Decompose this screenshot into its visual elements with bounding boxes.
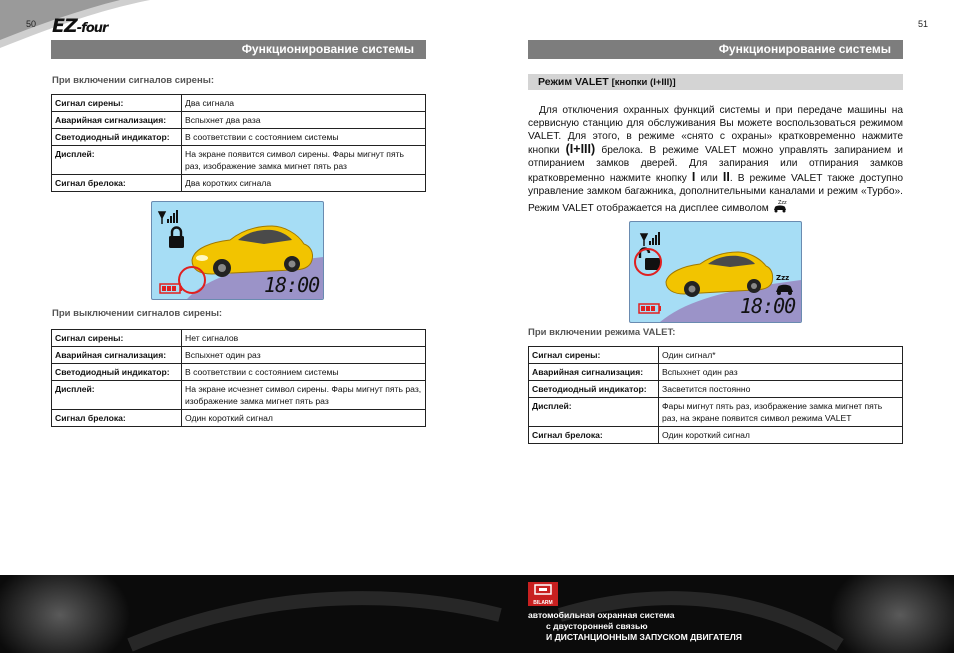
table-row [52,95,426,112]
row-label: Аварийная сигнализация: [52,347,182,364]
row-label: Дисплей: [52,381,182,410]
section-title-left: Функционирование системы [51,40,426,59]
car-icon [192,226,313,277]
car-icon [666,252,773,297]
lcd-clock: 18:00 [740,294,796,318]
table-row [529,347,903,364]
table-row [52,364,426,381]
page-number-left: 50 [26,19,37,29]
section-title-right: Функционирование системы [528,40,903,59]
svg-text:Zzz: Zzz [776,274,790,282]
row-value: Вспыхнет два раза [182,112,426,129]
row-label: Дисплей: [529,398,659,427]
valet-symbol-icon [772,199,788,213]
table-row [52,112,426,129]
table-row [529,364,903,381]
footer-background [0,575,954,653]
highlight-circle [179,267,205,293]
row-value: Засветится постоянно [659,381,903,398]
row-value: На экране появится символ сирены. Фары мигнут пять раз, изображение замка мигнет пять раз [182,146,426,175]
row-label: Светодиодный индикатор: [52,364,182,381]
row-label: Светодиодный индикатор: [52,129,182,146]
table-row [529,381,903,398]
lcd-display-siren [151,201,324,300]
footer-line-2: с двусторонней связью [546,621,648,631]
lcd-clock: 18:00 [264,273,320,297]
lock-icon [169,228,184,249]
row-label: Сигнал брелока: [52,175,182,192]
leopard-left-icon [0,575,130,653]
table-row [52,146,426,175]
row-value: Один сигнал* [659,347,903,364]
row-label: Сигнал сирены: [52,330,182,347]
row-label: Аварийная сигнализация: [52,112,182,129]
table-row [52,175,426,192]
row-label: Аварийная сигнализация: [529,364,659,381]
row-label: Сигнал сирены: [52,95,182,112]
row-value: Один короткий сигнал [659,427,903,444]
row-value: Вспыхнет один раз [182,347,426,364]
valet-description: Для отключения охранных функций системы и при передаче машины на сервисную станцию для обслуживания Вы можете воспользоваться режимом VALET. Для этого, в режиме «снято с охраны» кратковременно нажмите кнопки (I+III) брелока. В режиме VALET можно управлять запиранием и отпиранием замков дверей. Для запирания или отпирания замков кратковременно нажмите кнопку I или II. В режиме VALET также доступно управление замком багажника, дополнительными каналами и режим «Турбо». Режим VALET отображается на дисплее символом Zzz [528,105,903,214]
table-row [52,330,426,347]
footer-banner [0,575,954,653]
block1-heading: При включении сигналов сирены: [52,75,214,86]
battery-icon [639,304,661,313]
battery-icon [160,284,182,293]
row-label: Светодиодный индикатор: [529,381,659,398]
bilarm-logo: BILARM [528,582,558,606]
row-value: Фары мигнут пять раз, изображение замка мигнет пять раз, на экране появится символ режима VALET [659,398,903,427]
row-value: Два коротких сигнала [182,175,426,192]
table-row [529,427,903,444]
row-value: Один короткий сигнал [182,410,426,427]
svg-text:Zzz: Zzz [777,199,787,206]
row-label: Сигнал брелока: [52,410,182,427]
footer-line-1: автомобильная охранная система [528,610,675,620]
leopard-right-icon [830,575,954,653]
siren-off-table [51,329,426,427]
table-row [529,398,903,427]
valet-subsection-title: Режим VALET [кнопки (I+III)] [528,74,903,90]
valet-block-heading: При включении режима VALET: [528,327,676,338]
ez-four-logo: EZ-four [52,15,108,37]
row-label: Сигнал брелока: [529,427,659,444]
siren-on-table [51,94,426,192]
valet-on-table [528,346,903,444]
row-value: Два сигнала [182,95,426,112]
table-row [52,129,426,146]
row-value: Нет сигналов [182,330,426,347]
antenna-signal-icon [159,210,178,224]
table-row [52,381,426,410]
page-number-right: 51 [918,19,929,29]
lcd-display-valet [629,221,802,323]
row-label: Дисплей: [52,146,182,175]
table-row [52,410,426,427]
antenna-signal-icon [641,232,660,246]
table-row [52,347,426,364]
row-value: На экране исчезнет символ сирены. Фары мигнут пять раз, изображение замка мигнет пять раз [182,381,426,410]
row-value: В соответствии с состоянием системы [182,364,426,381]
block2-heading: При выключении сигналов сирены: [52,308,223,319]
row-label: Сигнал сирены: [529,347,659,364]
row-value: Вспыхнет один раз [659,364,903,381]
row-value: В соответствии с состоянием системы [182,129,426,146]
footer-line-3: И ДИСТАНЦИОННЫМ ЗАПУСКОМ ДВИГАТЕЛЯ [546,632,742,642]
